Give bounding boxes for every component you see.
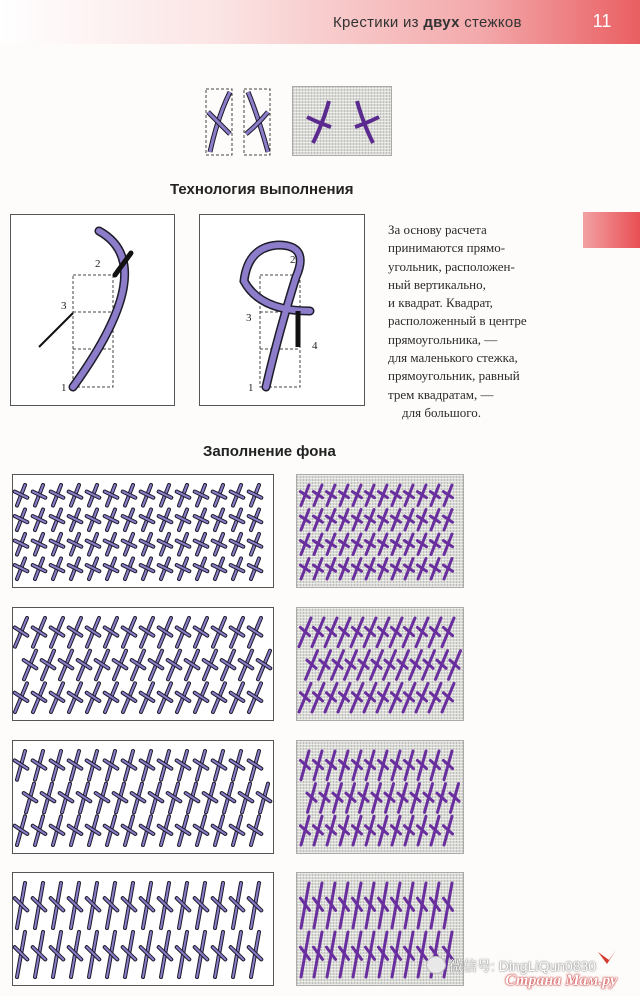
description-text: [388, 221, 568, 422]
needle: [39, 313, 73, 347]
stitch-pair-photo: [292, 86, 392, 156]
page-header-title: Крестики из двух стежков: [333, 14, 522, 31]
site-logo: Страна Мам.ру: [505, 972, 618, 989]
desc-line: За основу расчета: [388, 222, 487, 237]
fill-photo-1: [296, 474, 464, 588]
desc-line: трем квадратам, —: [388, 386, 494, 402]
label-4: 4: [312, 340, 318, 352]
label-1b: 1: [248, 382, 254, 394]
fill-diagram-2: [12, 607, 274, 721]
desc-line: для маленького стежка,: [388, 350, 518, 366]
page-number: 11: [592, 11, 612, 31]
fill-diagram-3: [12, 740, 274, 854]
desc-line: прямоугольник, равный: [388, 368, 520, 384]
fill-diagram-1: [12, 474, 274, 588]
desc-line: угольник, расположен-: [388, 258, 515, 274]
wechat-icon: [426, 956, 446, 974]
label-2b: 2: [290, 254, 296, 266]
desc-line: прямоугольника, —: [388, 331, 498, 347]
label-2: 2: [95, 258, 101, 270]
technique-diagram-1: [10, 214, 175, 406]
header-band: [0, 0, 640, 44]
technique-diagram-2: [199, 214, 365, 406]
label-1: 1: [61, 382, 67, 394]
watermark-text: 微信号: DingLiQun0830: [449, 958, 597, 974]
desc-line: принимаются прямо-: [388, 240, 506, 256]
label-3b: 3: [246, 312, 252, 324]
bird-logo-icon: [596, 948, 618, 970]
desc-line: для большого.: [402, 404, 481, 420]
label-3: 3: [61, 300, 67, 312]
side-tab-marker: [583, 212, 640, 248]
stitch-pair-diagram: [202, 86, 278, 158]
heading-fill: Заполнение фона: [203, 443, 336, 460]
heading-technique: Технология выполнения: [170, 181, 354, 198]
desc-line: расположенный в центре: [388, 313, 527, 329]
desc-line: и квадрат. Квадрат,: [388, 295, 493, 311]
fill-photo-3: [296, 740, 464, 854]
fill-photo-2: [296, 607, 464, 721]
desc-line: ный вертикально,: [388, 276, 486, 292]
fill-diagram-4: [12, 872, 274, 986]
stitch-pair-svg: [202, 86, 278, 158]
